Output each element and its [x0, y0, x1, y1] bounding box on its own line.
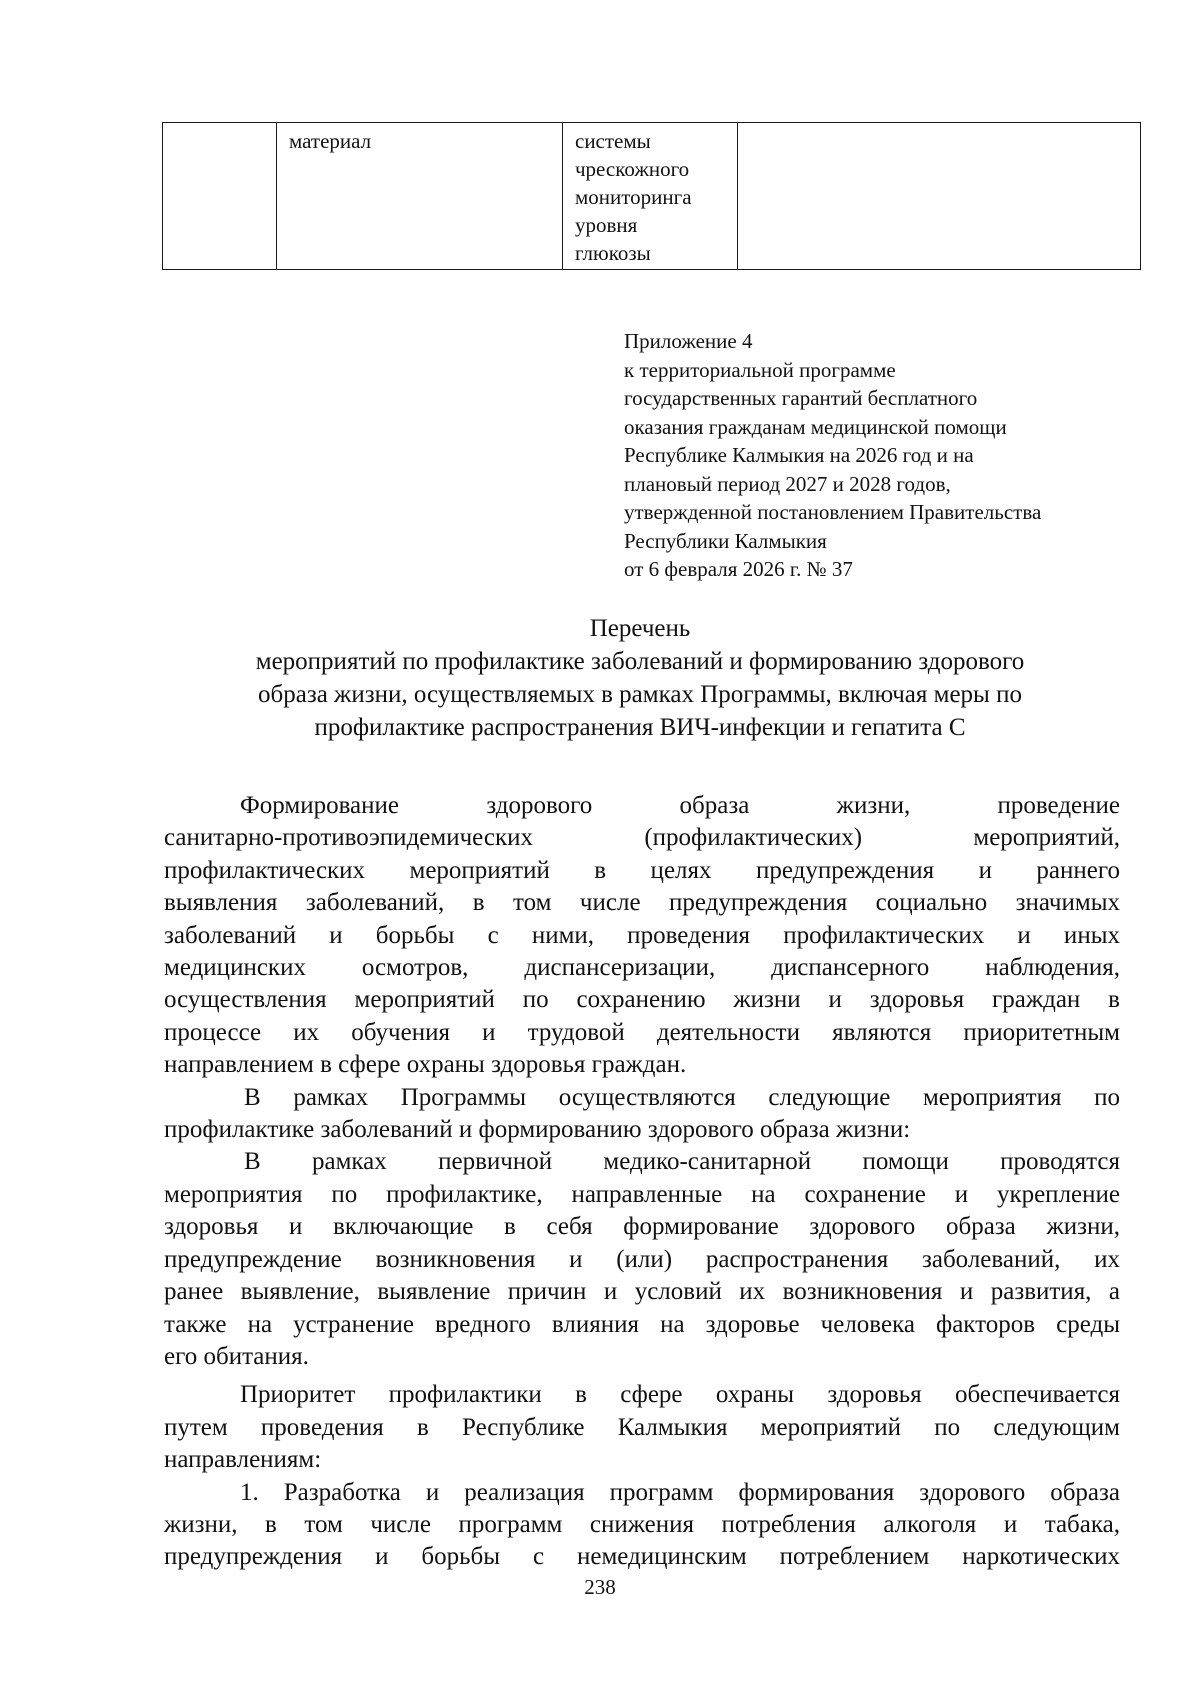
table-cell-line: чрескожного	[575, 157, 690, 181]
title-line: Перечень	[589, 615, 691, 642]
continuation-table	[162, 122, 1141, 270]
text-line: путем проведения в Республике Калмыкия мероприятий по следующим	[164, 1413, 1120, 1441]
paragraph	[164, 1146, 1120, 1373]
text-line: В рамках первичной медико-санитарной помощи проводятся	[244, 1148, 1120, 1176]
appendix-line: Республике Калмыкия на 2026 год и на	[624, 443, 974, 467]
text-line: Формирование здорового образа жизни, проведение	[240, 792, 1120, 819]
title-line: мероприятий по профилактике заболеваний и формированию здорового	[255, 648, 1025, 675]
text-line: направлениям:	[164, 1446, 322, 1474]
appendix-header	[624, 327, 1144, 584]
text-line: мероприятия по профилактике, направленные на сохранение и укрепление	[164, 1180, 1120, 1208]
text-line: В рамках Программы осуществляются следующие мероприятия по	[244, 1083, 1120, 1111]
text-line: предупреждения и борьбы с немедицинским потреблением наркотических	[164, 1543, 1120, 1571]
table-cell-material	[277, 123, 563, 270]
paragraph	[164, 1379, 1120, 1476]
text-line: процессе их обучения и трудовой деятельности являются приоритетным	[164, 1018, 1120, 1046]
table-cell-number	[163, 123, 277, 270]
document-body	[164, 790, 1120, 1574]
text-line: профилактике заболеваний и формированию здорового образа жизни:	[164, 1116, 911, 1144]
text-line: медицинских осмотров, диспансеризации, диспансерного наблюдения,	[164, 954, 1120, 982]
table-cell-line: глюкозы	[575, 241, 651, 265]
text-line: выявления заболеваний, в том числе предупреждения социально значимых	[164, 889, 1120, 917]
appendix-line: государственных гарантий бесплатного	[624, 386, 978, 410]
table-cell-system	[563, 123, 738, 270]
text-line: направлением в сфере охраны здоровья граждан.	[164, 1051, 687, 1079]
paragraph	[164, 1477, 1120, 1574]
appendix-line: от 6 февраля 2026 г. № 37	[624, 557, 853, 581]
text-line: заболеваний и борьбы с ними, проведения профилактических и иных	[164, 921, 1120, 949]
text-line: предупреждение возникновения и (или) распространения заболеваний, их	[164, 1245, 1120, 1273]
table-cell-line: системы	[575, 129, 651, 153]
title-line: образа жизни, осуществляемых в рамках Программы, включая меры по	[258, 681, 1022, 708]
table-cell-line: материал	[289, 129, 372, 153]
text-line: его обитания.	[164, 1342, 309, 1370]
table-cell-line: уровня	[575, 213, 638, 237]
text-line: осуществления мероприятий по сохранению жизни и здоровья граждан в	[164, 986, 1120, 1014]
title-line: профилактике распространения ВИЧ-инфекции и гепатита С	[314, 714, 966, 741]
appendix-line: утвержденной постановлением Правительства	[624, 500, 1042, 524]
table-cell-empty	[738, 123, 1141, 270]
table-cell-line: мониторинга	[575, 185, 692, 209]
text-line: Приоритет профилактики в сфере охраны здоровья обеспечивается	[240, 1381, 1120, 1409]
page-number: 238	[584, 1575, 616, 1599]
text-line: здоровья и включающие в себя формирование здорового образа жизни,	[164, 1213, 1120, 1241]
appendix-line: к территориальной программе	[624, 357, 896, 382]
appendix-line: Республики Калмыкия	[624, 528, 827, 553]
text-line: ранее выявление, выявление причин и условий их возникновения и развития, а	[164, 1278, 1120, 1306]
appendix-line: оказания гражданам медицинской помощи	[624, 414, 1007, 439]
text-line: 1. Разработка и реализация программ формирования здорового образа	[240, 1478, 1120, 1506]
text-line: санитарно-противоэпидемических (профилактических) мероприятий,	[164, 824, 1120, 852]
document-title	[130, 612, 1150, 744]
text-line: также на устранение вредного влияния на здоровье человека факторов среды	[164, 1310, 1120, 1338]
appendix-line: плановый период 2027 и 2028 годов,	[624, 471, 951, 496]
appendix-line: Приложение 4	[624, 329, 753, 353]
text-line: профилактических мероприятий в целях предупреждения и раннего	[164, 856, 1120, 884]
paragraph	[164, 790, 1120, 1082]
table-row	[163, 123, 1141, 270]
text-line: жизни, в том числе программ снижения потребления алкоголя и табака,	[164, 1510, 1120, 1538]
paragraph	[164, 1082, 1120, 1147]
